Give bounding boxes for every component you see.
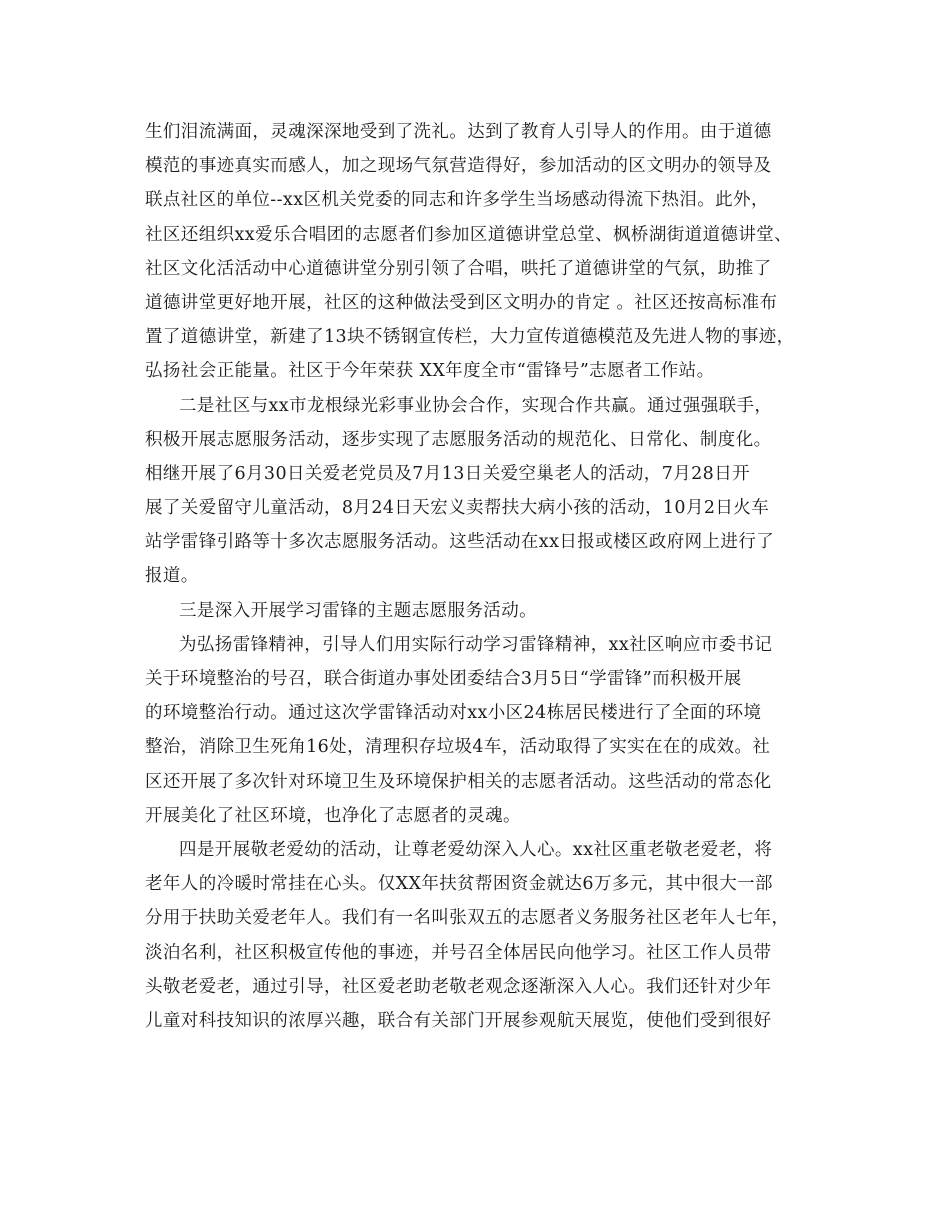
- text-line: 分用于扶助关爱老年人。我们有一名叫张双五的志愿者义务服务社区老年人七年，: [145, 908, 790, 929]
- text-line: 的环境整治行动。通过这次学雷锋活动对xx小区24栋居民楼进行了全面的环境: [145, 703, 762, 724]
- text-line: 三是深入开展学习雷锋的主题志愿服务活动。: [179, 600, 537, 621]
- text-line: 关于环境整治的号召，联合街道办事处团委结合3月5日“学雷锋”而积极开展: [145, 669, 742, 689]
- text-line: 展了关爱留守儿童活动，8月24日天宏义卖帮扶大病小孩的活动，10月2日火车: [145, 498, 770, 519]
- text-line: 老年人的冷暖时常挂在心头。仅XX年扶贫帮困资金就达6万多元，其中很大一部: [145, 874, 773, 895]
- text-line: 站学雷锋引路等十多次志愿服务活动。这些活动在xx日报或楼区政府网上进行了: [145, 532, 775, 553]
- text-line: 生们泪流满面，灵魂深深地受到了洗礼。达到了教育人引导人的作用。由于道德: [145, 122, 772, 142]
- text-line: 为弘扬雷锋精神，引导人们用实际行动学习雷锋精神，xx社区响应市委书记: [179, 634, 773, 655]
- document-body: [145, 115, 805, 1038]
- text-line: 道德讲堂更好地开展，社区的这种做法受到区文明办的肯定 。社区还按高标准布: [145, 292, 778, 313]
- text-line: 头敬老爱老，通过引导，社区爱老助老敬老观念逐渐深入人心。我们还针对少年: [145, 976, 772, 997]
- text-line: 区还开展了多次针对环境卫生及环境保护相关的志愿者活动。这些活动的常态化: [145, 771, 772, 792]
- text-line: 淡泊名利，社区积极宣传他的事迹，并号召全体居民向他学习。社区工作人员带: [145, 942, 772, 963]
- text-line: 二是社区与xx市龙根绿光彩事业协会合作，实现合作共赢。通过强强联手，: [179, 395, 773, 416]
- text-line: 社区还组织xx爱乐合唱团的志愿者们参加区道德讲堂总堂、枫桥湖街道道德讲堂、: [145, 224, 793, 245]
- text-line: 模范的事迹真实而感人，加之现场气氛营造得好，参加活动的区文明办的领导及: [145, 156, 772, 177]
- text-line: 开展美化了社区环境，也净化了志愿者的灵魂。: [145, 805, 521, 826]
- text-line: 积极开展志愿服务活动，逐步实现了志愿服务活动的规范化、日常化、制度化。: [145, 429, 772, 450]
- text-line: 整治，消除卫生死角16处，清理积存垃圾4车，活动取得了实实在在的成效。社: [145, 737, 771, 758]
- text-line: 置了道德讲堂，新建了13块不锈钢宣传栏，大力宣传道德模范及先进人物的事迹，: [145, 327, 795, 348]
- text-line: 联点社区的单位--xx区机关党委的同志和许多学生当场感动得流下热泪。此外，: [145, 190, 769, 211]
- text-line: 四是开展敬老爱幼的活动，让尊老爱幼深入人心。xx社区重老敬老爱老，将: [179, 839, 773, 860]
- text-line: 儿童对科技知识的浓厚兴趣，联合有关部门开展参观航天展览，使他们受到很好: [145, 1010, 772, 1031]
- text-line: 报道。: [145, 566, 199, 587]
- text-line: 弘扬社会正能量。社区于今年荣获 XX年度全市“雷锋号”志愿者工作站。: [145, 361, 715, 382]
- text-line: 社区文化活活动中心道德讲堂分别引领了合唱，哄托了道德讲堂的气氛，助推了: [145, 258, 772, 279]
- text-line: 相继开展了6月30日关爱老党员及7月13日关爱空巢老人的活动，7月28日开: [145, 463, 751, 484]
